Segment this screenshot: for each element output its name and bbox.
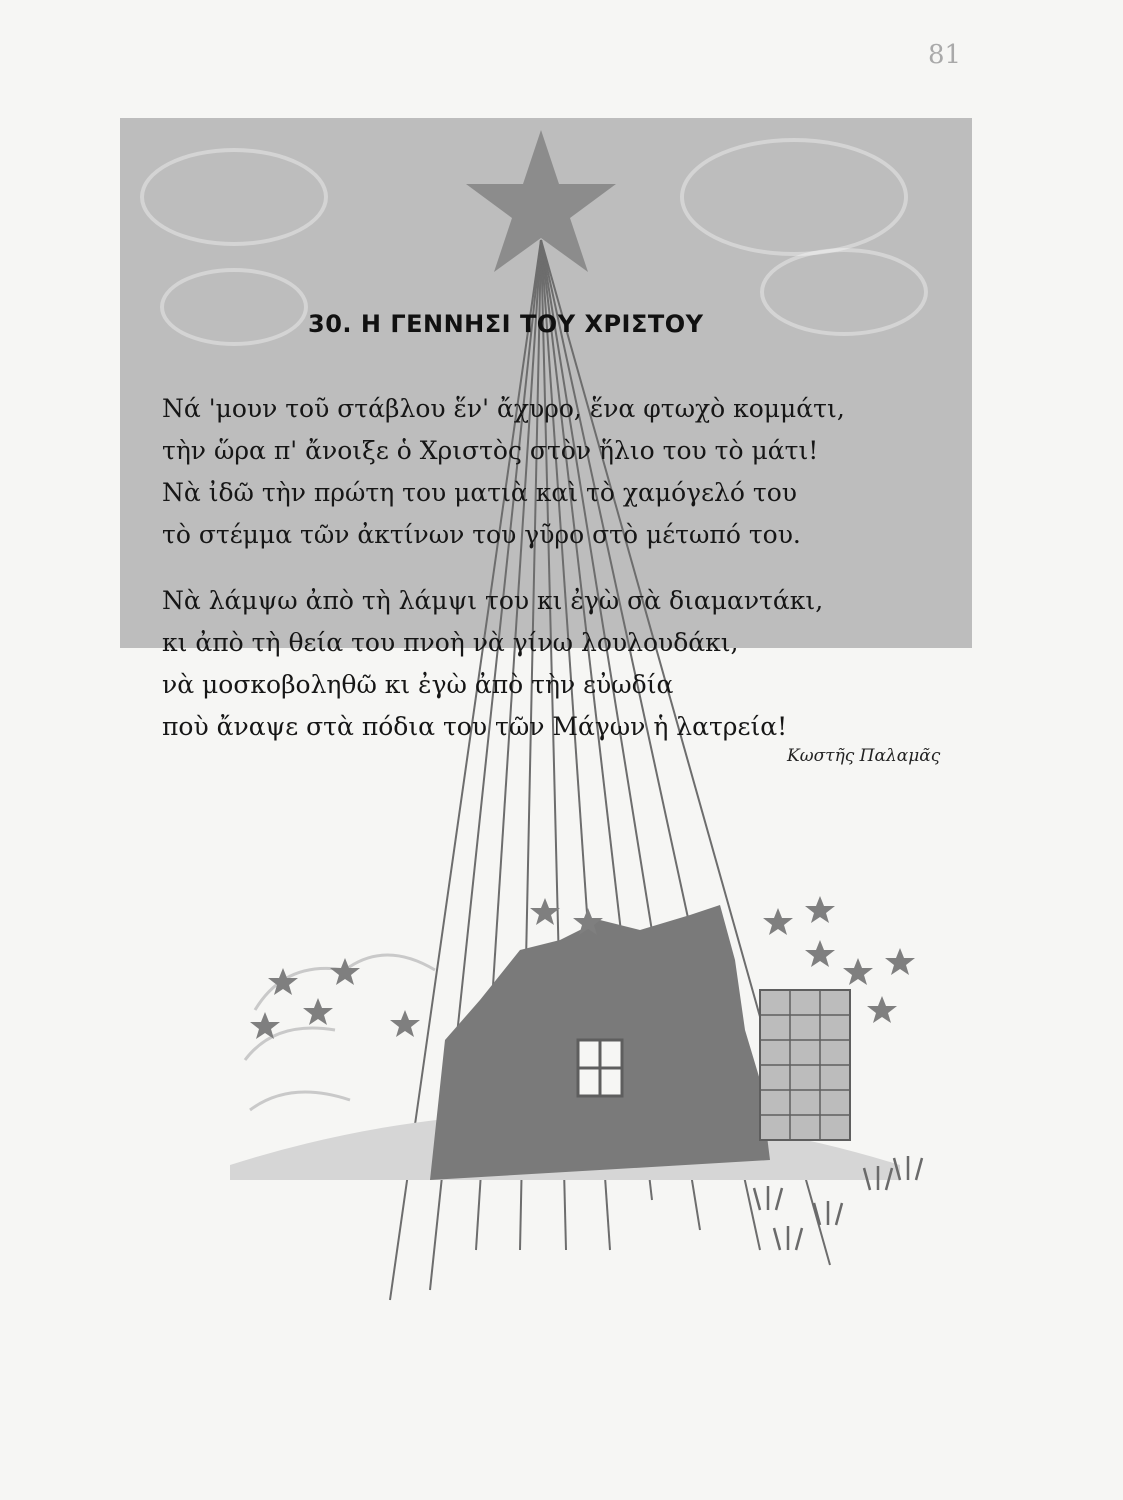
small-star-icon — [530, 898, 560, 925]
stanza-1 — [162, 388, 845, 556]
page-number: 81 — [928, 40, 962, 70]
poem-title: 30. Η ΓΕΝΝΗΣΙ ΤΟΥ ΧΡΙΣΤΟΥ — [308, 310, 704, 338]
verse-line: Νὰ λάμψω ἀπὸ τὴ λάμψι του κι ἐγὼ σὰ διαμαντάκι, — [162, 586, 824, 615]
small-star-icon — [763, 908, 793, 935]
author-signature: Κωστῆς Παλαμᾶς — [787, 746, 941, 766]
small-star-icon — [867, 996, 897, 1023]
verse-line: Νὰ ἰδῶ τὴν πρώτη του ματιὰ καὶ τὸ χαμόγελό του — [162, 478, 797, 507]
verse-line: νὰ μοσκοβοληθῶ κι ἐγὼ ἀπὸ τὴν εὐωδία — [162, 670, 674, 699]
verse-line: ποὺ ἄναψε στὰ πόδια του τῶν Μάγων ἡ λατρεία! — [162, 712, 788, 741]
small-star-icon — [268, 968, 298, 995]
small-star-icon — [885, 948, 915, 975]
verse-line: κι ἀπὸ τὴ θεία του πνοὴ νὰ γίνω λουλουδάκι, — [162, 628, 739, 657]
stanza-2 — [162, 580, 823, 748]
verse-line: Νά 'μουν τοῦ στάβλου ἕν' ἄχυρο, ἕνα φτωχὸ κομμάτι, — [162, 394, 845, 423]
small-star-icon — [805, 940, 835, 967]
brick-wall — [760, 990, 850, 1140]
verse-line: τὴν ὥρα π' ἄνοιξε ὁ Χριστὸς στὸν ἥλιο του τὸ μάτι! — [162, 436, 819, 465]
small-star-icon — [303, 998, 333, 1025]
small-star-icon — [843, 958, 873, 985]
small-star-icon — [390, 1010, 420, 1037]
small-star-icon — [805, 896, 835, 923]
verse-line: τὸ στέμμα τῶν ἀκτίνων του γῦρο στὸ μέτωπό του. — [162, 520, 801, 549]
